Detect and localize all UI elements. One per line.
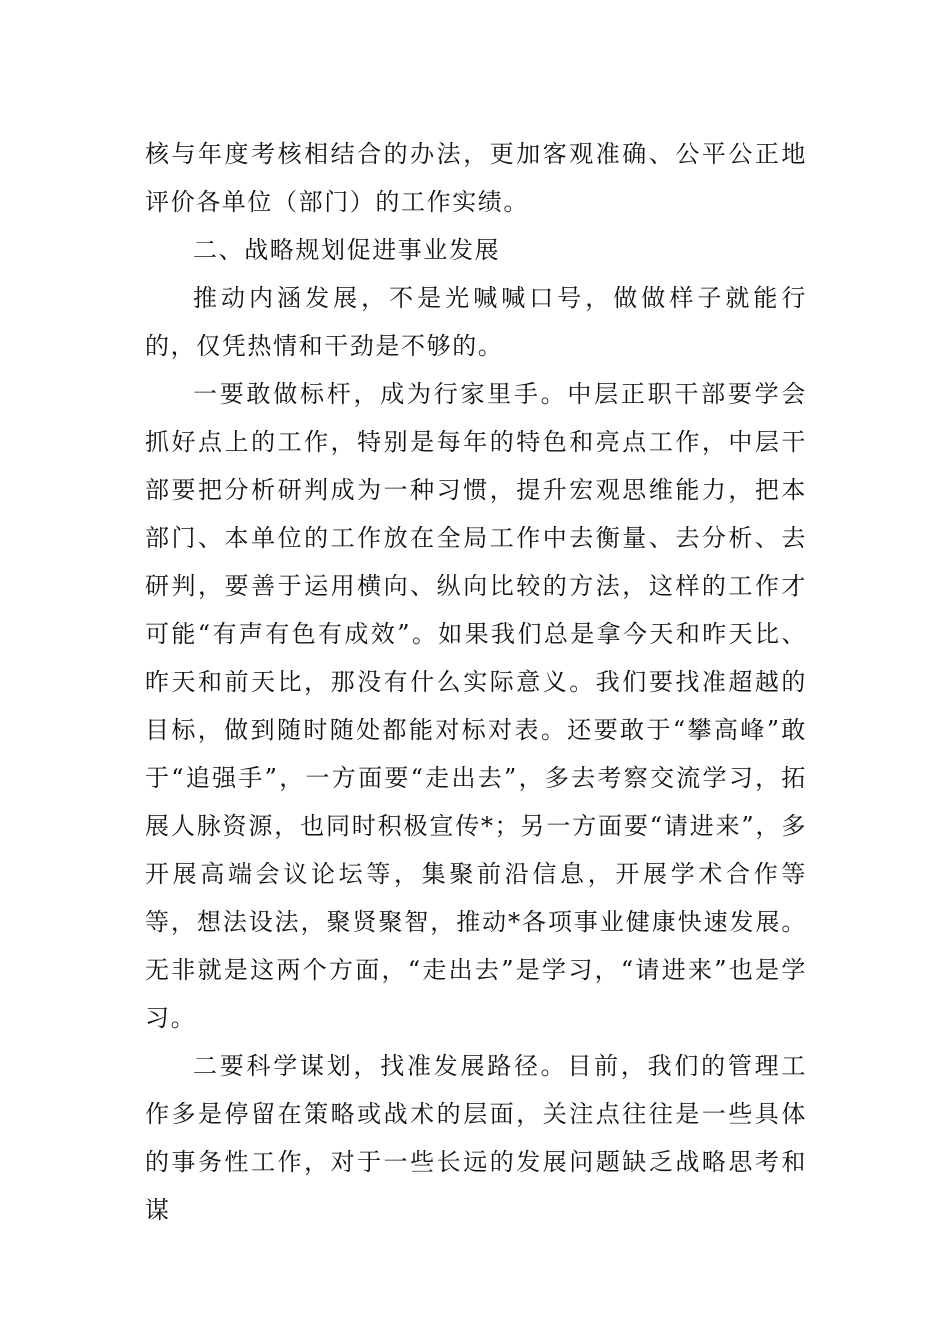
- paragraph-point-one: 一要敢做标杆，成为行家里手。中层正职干部要学会抓好点上的工作，特别是每年的特色和亮点工作，中层干部要把分析研判成为一种习惯，提升宏观思维能力，把本部门、本单位的工作放在全局工作中去衡量、去分析、去研判，要善于运用横向、纵向比较的方法，这样的工作才可能“有声有色有成效”。如果我们总是拿今天和昨天比、昨天和前天比，那没有什么实际意义。我们要找准超越的目标，做到随时随处都能对标对表。还要敢于“攀高峰”敢于“追强手”，一方面要“走出去”，多去考察交流学习，拓展人脉资源，也同时积极宣传*；另一方面要“请进来”，多开展高端会议论坛等，集聚前沿信息，开展学术合作等等，想法设法，聚贤聚智，推动*各项事业健康快速发展。无非就是这两个方面，“走出去”是学习，“请进来”也是学习。: [145, 380, 807, 1032]
- section-heading: 二、战略规划促进事业发展: [193, 236, 501, 264]
- paragraph-point-two: 二要科学谋划，找准发展路径。目前，我们的管理工作多是停留在策略或战术的层面，关注点往往是一些具体的事务性工作，对于一些长远的发展问题缺乏战略思考和谋: [145, 1052, 807, 1224]
- document-body: [145, 130, 807, 1234]
- paragraph-intro: 推动内涵发展，不是光喊喊口号，做做样子就能行的，仅凭热情和干劲是不够的。: [145, 284, 807, 360]
- paragraph-continuation: 核与年度考核相结合的办法，更加客观准确、公平公正地评价各单位（部门）的工作实绩。: [145, 140, 807, 216]
